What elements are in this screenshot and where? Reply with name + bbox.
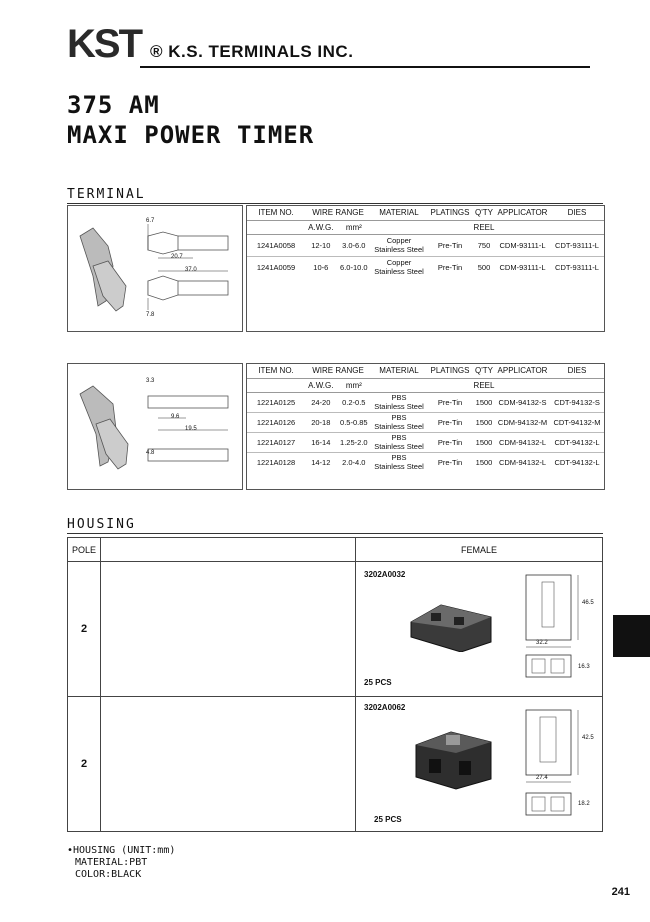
mm2: 1.25-2.0 (340, 437, 368, 447)
subheader: REEL (473, 222, 495, 232)
pole-value: 2 (68, 562, 101, 697)
note-line: •HOUSING (UNIT:mm) (67, 845, 176, 856)
empty-cell (101, 697, 356, 832)
terminal-table-1-box (246, 205, 605, 332)
plating: Pre-Tin (437, 397, 463, 407)
material-line: Stainless Steel (374, 245, 424, 254)
dim-label: 32.2 (536, 640, 548, 646)
awg: 24-20 (311, 397, 331, 407)
material-line: Copper (386, 258, 412, 268)
awg: 12-10 (311, 240, 331, 250)
dies: CDT-94132-M (553, 417, 601, 427)
item-no: 1221A0128 (256, 457, 296, 467)
table-row (247, 392, 604, 412)
terminal-table-1 (247, 206, 604, 278)
terminal-drawing-2-svg (68, 364, 242, 489)
section-housing: HOUSING (67, 517, 136, 532)
applicator: CDM-94132-S (498, 397, 547, 407)
dim-label: 37.0 (185, 267, 197, 273)
col-header: APPLICATOR (497, 208, 548, 218)
dim-label: 16.3 (578, 664, 590, 670)
applicator: CDM-93111-L (499, 240, 546, 250)
part-number: 3202A0062 (364, 703, 406, 712)
dies: CDT-94132-S (554, 397, 600, 407)
material-line: PBS (391, 393, 407, 402)
dies: CDT-94132-L (554, 437, 600, 447)
col-header: PLATINGS (430, 366, 470, 376)
table-row (68, 697, 603, 832)
col-header: WIRE RANGE (312, 208, 364, 218)
material (371, 412, 427, 432)
col-header: APPLICATOR (497, 366, 548, 376)
col-header: MATERIAL (379, 208, 419, 218)
dim-label: 20.7 (171, 254, 183, 260)
applicator: CDM-94132-L (498, 457, 547, 467)
subheader: A.W.G. (308, 380, 334, 390)
terminal-table-2 (247, 364, 604, 472)
pcs-label: 25 PCS (374, 815, 402, 824)
subheader: A.W.G. (308, 222, 334, 232)
pcs-label: 25 PCS (364, 678, 392, 687)
col-header-female: FEMALE (356, 538, 603, 562)
col-header: DIES (567, 208, 587, 218)
title-line-1: 375 AM (67, 91, 160, 119)
dies: CDT-93111-L (555, 262, 599, 272)
table-row (247, 256, 604, 278)
dim-label: 18.2 (578, 801, 590, 807)
terminal-table-2-box (246, 363, 605, 490)
col-header: Q'TY (475, 208, 493, 218)
housing-drawing-2 (516, 705, 596, 825)
item-no: 1221A0125 (256, 397, 296, 407)
dim-label: 27.4 (536, 775, 548, 781)
awg: 20-18 (311, 417, 331, 427)
note-line: MATERIAL:PBT (75, 857, 148, 868)
qty: 1500 (475, 397, 493, 407)
empty-cell (101, 562, 356, 697)
col-header: WIRE RANGE (312, 366, 364, 376)
logo-text: KST (67, 22, 141, 66)
col-header: ITEM NO. (258, 366, 294, 376)
female-cell (356, 562, 603, 697)
item-no: 1221A0127 (256, 437, 296, 447)
awg: 10-6 (313, 262, 329, 272)
col-header: Q'TY (475, 366, 493, 376)
mm2: 2.0-4.0 (342, 457, 366, 467)
terminal-drawing-1 (67, 205, 243, 332)
table-row (247, 432, 604, 452)
col-header: PLATINGS (430, 208, 470, 218)
table-row (247, 412, 604, 432)
terminal-drawing-1-svg (68, 206, 242, 331)
applicator: CDM-94132-L (498, 437, 547, 447)
dim-label: 42.5 (582, 735, 594, 741)
material-line: Stainless Steel (374, 442, 424, 451)
qty: 1500 (475, 417, 493, 427)
material (371, 234, 427, 256)
dim-label: 4.8 (146, 450, 155, 456)
housing-photo-1 (406, 597, 496, 652)
housing-photo-2 (411, 727, 496, 792)
item-no: 1221A0126 (256, 417, 296, 427)
terminal-drawing-2 (67, 363, 243, 490)
material-line: Stainless Steel (374, 462, 424, 472)
dim-label: 7.8 (146, 312, 155, 318)
page-number: 241 (611, 886, 630, 898)
pole-value: 2 (68, 697, 101, 832)
table-row (247, 234, 604, 256)
housing-notes (67, 845, 175, 881)
item-no: 1241A0058 (256, 240, 296, 250)
title-line-2: MAXI POWER TIMER (67, 121, 315, 149)
col-header-pole: POLE (68, 538, 101, 562)
table-row (247, 452, 604, 472)
awg: 14-12 (311, 457, 331, 467)
qty: 1500 (475, 457, 493, 467)
awg: 16-14 (311, 437, 331, 447)
material (371, 452, 427, 472)
material-line: PBS (391, 453, 407, 463)
company-name: ® K.S. TERMINALS INC. (150, 42, 354, 61)
col-header: DIES (567, 366, 587, 376)
dim-label: 9.6 (171, 414, 180, 420)
kst-logo (67, 23, 141, 65)
plating: Pre-Tin (437, 262, 463, 272)
qty: 1500 (475, 437, 493, 447)
subheader: mm² (345, 380, 362, 390)
material-line: Copper (386, 236, 412, 245)
applicator: CDM-94132-M (497, 417, 548, 427)
dim-label: 3.3 (146, 378, 155, 384)
col-header: MATERIAL (379, 366, 419, 376)
page-tab-marker (613, 615, 650, 657)
dies: CDT-94132-L (554, 457, 600, 467)
dim-label: 6.7 (146, 218, 155, 224)
qty: 750 (477, 240, 491, 250)
material-line: Stainless Steel (374, 267, 424, 277)
dim-label: 46.5 (582, 600, 594, 606)
qty: 500 (477, 262, 491, 272)
mm2: 0.2-0.5 (342, 397, 366, 407)
material (371, 256, 427, 278)
plating: Pre-Tin (437, 457, 463, 467)
plating: Pre-Tin (437, 417, 463, 427)
note-line: COLOR:BLACK (75, 869, 142, 880)
subheader: REEL (473, 380, 495, 390)
page-title (67, 90, 314, 150)
applicator: CDM-93111-L (499, 262, 546, 272)
table-row (68, 562, 603, 697)
plating: Pre-Tin (437, 437, 463, 447)
item-no: 1241A0059 (256, 262, 296, 272)
part-number: 3202A0032 (364, 570, 406, 579)
dies: CDT-93111-L (555, 240, 599, 250)
housing-table (67, 537, 603, 832)
material-line: PBS (391, 413, 407, 422)
plating: Pre-Tin (437, 240, 463, 250)
col-header: ITEM NO. (258, 208, 294, 218)
mm2: 0.5-0.85 (340, 417, 368, 427)
section-terminal-rule (67, 203, 603, 204)
material (371, 392, 427, 412)
header-rule (140, 66, 590, 68)
mm2: 6.0-10.0 (340, 262, 368, 272)
section-housing-rule (67, 533, 603, 534)
col-header-empty (101, 538, 356, 562)
section-terminal: TERMINAL (67, 187, 146, 202)
material-line: Stainless Steel (374, 422, 424, 431)
material (371, 432, 427, 452)
subheader: mm² (345, 222, 362, 232)
female-cell (356, 697, 603, 832)
dim-label: 19.5 (185, 426, 197, 432)
material-line: Stainless Steel (374, 402, 424, 411)
mm2: 3.0-6.0 (342, 240, 366, 250)
material-line: PBS (391, 433, 407, 442)
